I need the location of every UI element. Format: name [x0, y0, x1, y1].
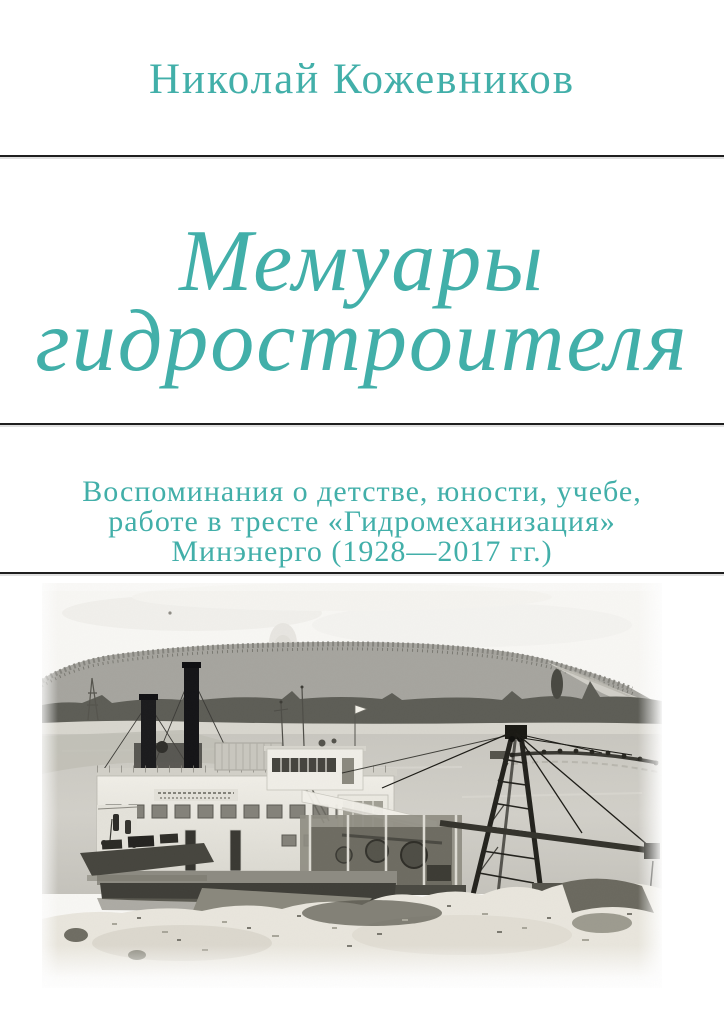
dredger-river-photo [42, 583, 662, 988]
divider-rule-bottom [0, 572, 724, 574]
book-subtitle [0, 477, 724, 567]
book-title-line2: гидростроителя [35, 293, 689, 390]
book-subtitle-line2: работе в тресте «Гидромеханизация» [108, 505, 616, 538]
book-subtitle-line3: Минэнерго (1928—2017 гг.) [171, 535, 553, 568]
cover-photo [42, 583, 662, 988]
photo-grain [42, 583, 662, 988]
book-subtitle-line1: Воспоминания о детстве, юности, учебе, [82, 475, 642, 508]
book-title [0, 213, 724, 390]
author-name: Николай Кожевников [148, 56, 576, 103]
book-title-line1: Мемуары [179, 213, 545, 310]
divider-rule-middle [0, 423, 724, 425]
divider-rule-top [0, 155, 724, 157]
